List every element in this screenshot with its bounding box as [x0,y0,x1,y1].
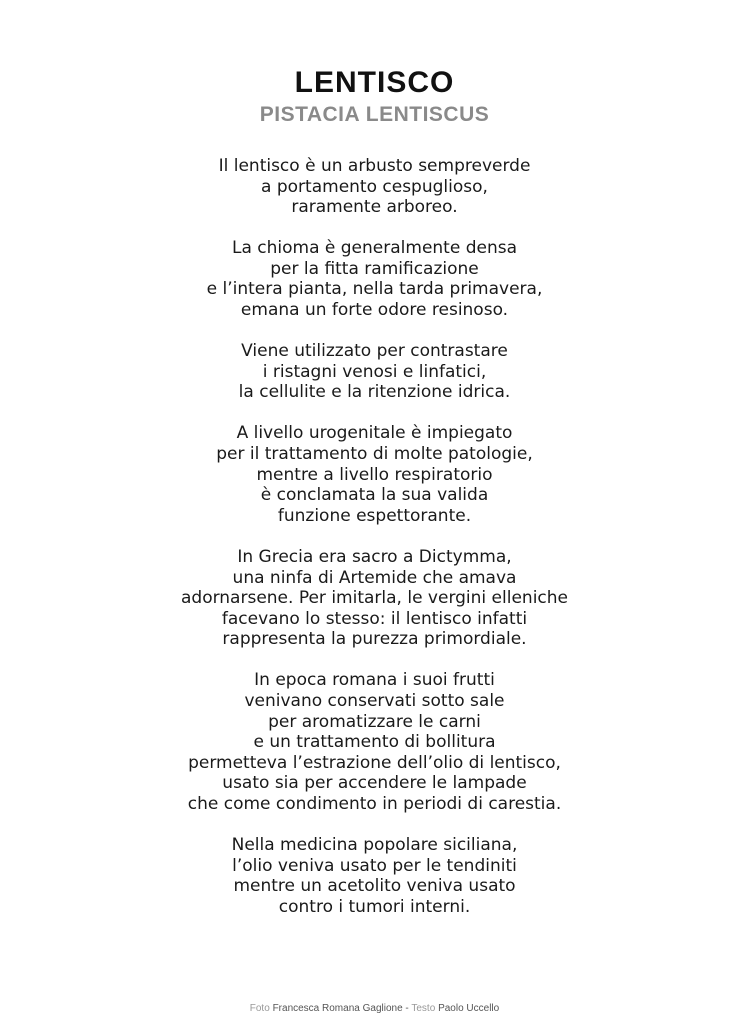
paragraph-line: venivano conservati sotto sale [244,690,505,711]
paragraph-line: per aromatizzare le carni [268,711,481,732]
paragraph-line: Nella medicina popolare siciliana, [231,835,518,856]
paragraph-line: a portamento cespuglioso, [261,176,488,197]
text-author: Paolo Uccello [438,1003,500,1014]
paragraph-line: i ristagni venosi e linfatici, [262,361,487,382]
text-label: Testo [411,1003,436,1014]
paragraph-line: una ninfa di Artemide che amava [232,567,517,588]
paragraph-line: rappresenta la purezza primordiale. [222,629,527,650]
photo-author: Francesca Romana Gaglione [272,1003,403,1014]
paragraph-line: Viene utilizzato per contrastare [241,341,508,362]
paragraph-line: facevano lo stesso: il lentisco infatti [221,608,528,629]
paragraph-line: funzione espettorante. [277,505,472,526]
paragraph-line: e un trattamento di bollitura [253,732,496,753]
paragraph-line: La chioma è generalmente densa [231,238,517,259]
paragraph [0,341,749,403]
paragraph-line: raramente arboreo. [291,197,458,218]
paragraph-line: mentre a livello respiratorio [256,464,493,485]
paragraph-line: è conclamata la sua valida [260,485,489,506]
paragraph-line: Il lentisco è un arbusto sempreverde [218,156,531,176]
footer-separator: - [405,1003,409,1014]
paragraph-line: che come condimento in periodi di carestia. [187,793,562,814]
paragraph-line: usato sia per accendere le lampade [222,773,527,794]
paragraph-line: l’olio veniva usato per le tendiniti [232,855,517,876]
paragraph-line: In Grecia era sacro a Dictymma, [237,546,512,567]
paragraph-line: contro i tumori interni. [278,896,471,917]
paragraph [0,156,749,218]
paragraph-line: la cellulite e la ritenzione idrica. [238,382,511,403]
paragraph [0,670,749,814]
page-title: LENTISCO [294,66,455,99]
paragraph [0,547,749,650]
paragraph-line: mentre un acetolito veniva usato [233,876,516,897]
photo-label: Foto [249,1003,270,1014]
paragraph-line: adornarsene. Per imitarla, le vergini elleniche [180,588,568,609]
paragraph-line: permetteva l’estrazione dell’olio di lentisco, [188,752,561,773]
paragraph-line: per la fitta ramificazione [270,258,479,279]
paragraph-line: emana un forte odore resinoso. [240,300,509,321]
paragraph-line: per il trattamento di molte patologie, [216,444,533,465]
paragraph-line: In epoca romana i suoi frutti [254,670,495,691]
paragraph [0,238,749,320]
page-subtitle: PISTACIA LENTISCUS [259,103,490,126]
body-text [0,156,749,938]
paragraph-line: e l’intera pianta, nella tarda primavera, [206,279,543,300]
paragraph [0,835,749,917]
paragraph-line: A livello urogenitale è impiegato [236,423,513,444]
credits-footer [0,1003,749,1015]
paragraph [0,423,749,526]
